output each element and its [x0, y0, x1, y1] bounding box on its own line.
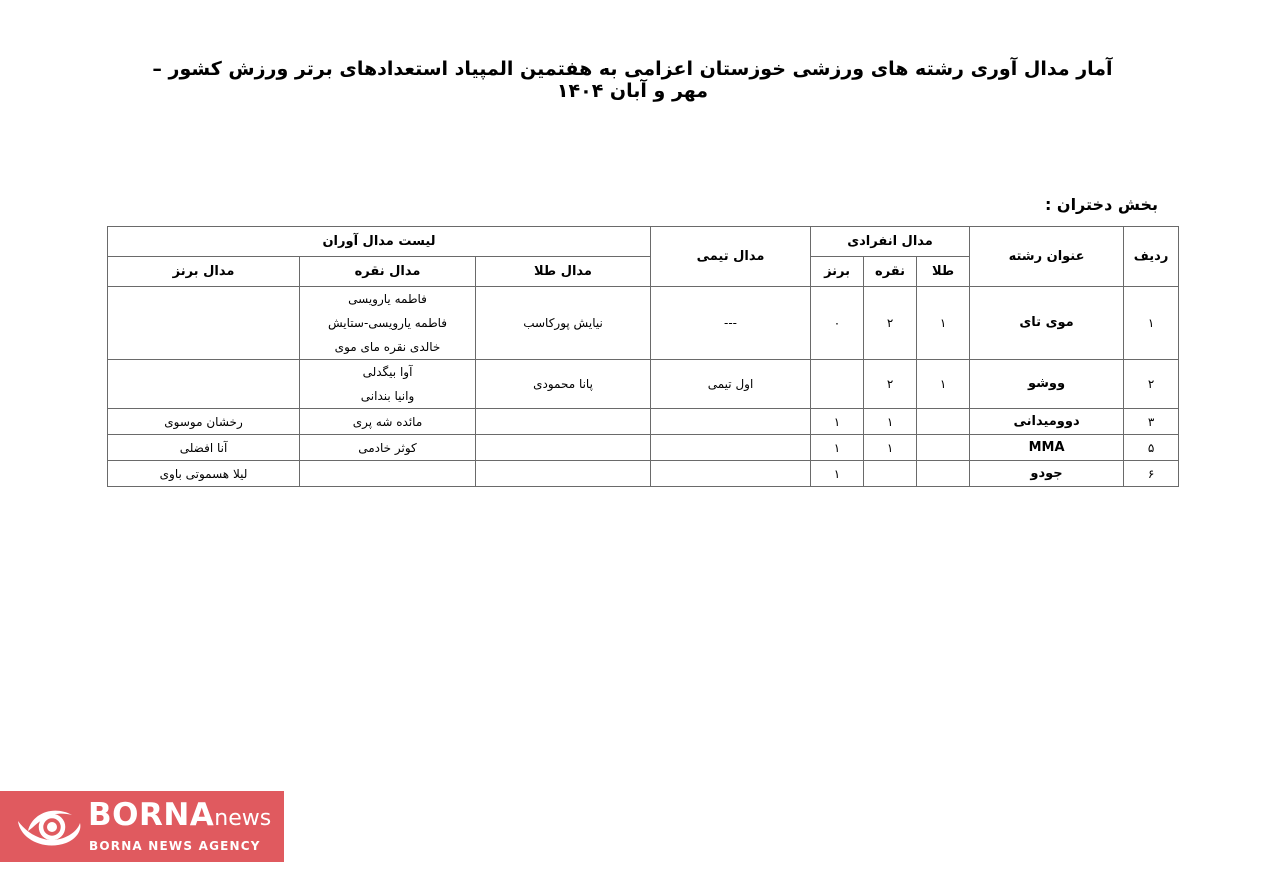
sport-name: MMA	[970, 435, 1124, 461]
gold-medalists	[476, 435, 651, 461]
header-bronze-medal: مدال برنز	[108, 257, 300, 287]
row-no: ۵	[1124, 435, 1179, 461]
header-individual-medal: مدال انفرادی	[811, 227, 970, 257]
silver-count	[864, 461, 917, 487]
silver-medalists	[300, 409, 476, 435]
silver-medalists	[300, 360, 476, 409]
sport-name: موی تای	[970, 287, 1124, 360]
silver-medalists	[300, 435, 476, 461]
table-row	[108, 287, 1179, 360]
bronze-count	[811, 360, 864, 409]
gold-medalists	[476, 461, 651, 487]
gold-medalists	[476, 360, 651, 409]
medalist-name: آوا بیگدلی	[362, 365, 413, 379]
sport-name: دوومیدانی	[970, 409, 1124, 435]
bronze-medalists	[108, 409, 300, 435]
sport-name: جودو	[970, 461, 1124, 487]
medalist-name: نیایش پورکاسب	[523, 316, 603, 330]
medalist-name: آنا افضلی	[179, 440, 228, 455]
gold-medalists	[476, 287, 651, 360]
header-sport: عنوان رشته	[970, 227, 1124, 287]
medalist-name: مائده شه پری	[352, 414, 423, 429]
team-medal	[651, 435, 811, 461]
header-medalists-list: لیست مدال آوران	[108, 227, 651, 257]
bronze-count: ۱	[811, 435, 864, 461]
team-medal	[651, 461, 811, 487]
row-no: ۱	[1124, 287, 1179, 360]
document-title: آمار مدال آوری رشته های ورزشی خوزستان اعزامی به هفتمین المپیاد استعدادهای برتر ورزش کشور – مهر و آبان ۱۴۰۴	[152, 58, 1113, 102]
header-team-medal: مدال تیمی	[651, 227, 811, 287]
medalist-name: پانا محمودی	[533, 377, 593, 391]
logo-brand-text: BORNAnews	[88, 797, 272, 833]
silver-count: ۱	[864, 435, 917, 461]
sport-name: ووشو	[970, 360, 1124, 409]
header-silver: نقره	[864, 257, 917, 287]
table-row	[108, 360, 1179, 409]
section-title: بخش دختران :	[1044, 195, 1158, 214]
borna-eye-logo-icon	[14, 801, 84, 851]
row-no: ۶	[1124, 461, 1179, 487]
bronze-count: ۱	[811, 461, 864, 487]
header-row-1	[108, 227, 1179, 257]
table-row	[108, 461, 1179, 487]
team-medal: اول تیمی	[651, 360, 811, 409]
silver-count: ۲	[864, 287, 917, 360]
gold-count: ۱	[917, 360, 970, 409]
medalist-name: فاطمه یارویسی-ستایش	[327, 316, 448, 330]
medalist-name: لیلا هسموتی باوی	[159, 466, 248, 481]
silver-medalists	[300, 287, 476, 360]
row-no: ۳	[1124, 409, 1179, 435]
silver-count: ۲	[864, 360, 917, 409]
header-gold-medal: مدال طلا	[476, 257, 651, 287]
gold-medalists	[476, 409, 651, 435]
header-row-no: ردیف	[1124, 227, 1179, 287]
logo-tagline: BORNA NEWS AGENCY	[89, 839, 261, 853]
medalist-name: فاطمه یارویسی	[348, 292, 427, 306]
bronze-medalists	[108, 287, 300, 360]
silver-medalists	[300, 461, 476, 487]
row-no: ۲	[1124, 360, 1179, 409]
gold-count	[917, 409, 970, 435]
borna-news-watermark	[0, 791, 284, 862]
gold-count: ۱	[917, 287, 970, 360]
medalist-name: وانیا بندانی	[360, 389, 415, 403]
bronze-medalists	[108, 435, 300, 461]
gold-count	[917, 461, 970, 487]
header-silver-medal: مدال نقره	[300, 257, 476, 287]
table-row	[108, 435, 1179, 461]
bronze-medalists	[108, 461, 300, 487]
team-medal	[651, 409, 811, 435]
team-medal: ---	[651, 287, 811, 360]
silver-count: ۱	[864, 409, 917, 435]
table-row	[108, 409, 1179, 435]
medalist-name: کوثر خادمی	[358, 440, 417, 455]
header-bronze: برنز	[811, 257, 864, 287]
medals-table	[107, 226, 1179, 487]
medalist-name: رخشان موسوی	[164, 414, 243, 429]
gold-count	[917, 435, 970, 461]
bronze-count: ۱	[811, 409, 864, 435]
header-gold: طلا	[917, 257, 970, 287]
bronze-medalists	[108, 360, 300, 409]
medalist-name: خالدی نقره مای موی	[334, 340, 441, 354]
bronze-count: ۰	[811, 287, 864, 360]
